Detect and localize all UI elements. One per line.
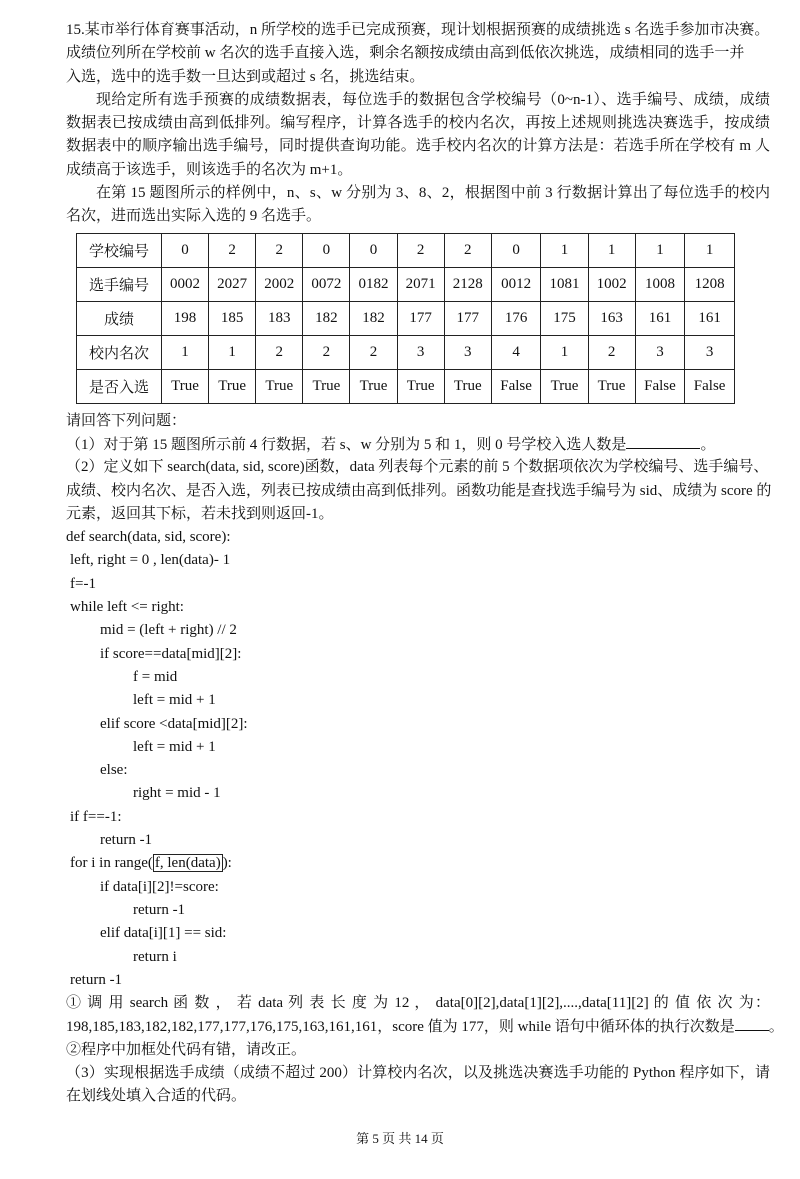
code-block-tail (66, 876, 770, 992)
sub-question-1-end: 。 (768, 1019, 784, 1036)
code-line: return -1 (133, 901, 186, 918)
intro-line: 名次，进而选出实际入选的 9 名选手。 (66, 208, 322, 225)
table-cell: 3 (685, 335, 735, 369)
table-row (77, 335, 735, 369)
table-row (77, 369, 735, 403)
table-cell: 2 (444, 233, 491, 267)
table-cell: 2 (209, 233, 256, 267)
table-cell: 2 (303, 335, 350, 369)
sample-data-table (76, 233, 735, 404)
code-line: return i (133, 948, 177, 965)
code-line: mid = (left + right) // 2 (100, 622, 237, 639)
intro-line: 15.某市举行体育赛事活动，n 所学校的选手已完成预赛，现计划根据预赛的成绩挑选 s 名选手参加市决赛。 (66, 22, 770, 38)
table-cell: 175 (541, 301, 588, 335)
table-row (77, 267, 735, 301)
table-cell: True (350, 369, 397, 403)
questions-prompt: 请回答下列问题： (66, 412, 187, 429)
sub-question-2: ②程序中加框处代码有错，请改正。 (66, 1041, 307, 1058)
table-cell: 0012 (491, 267, 541, 301)
code-line: elif data[i][1] == sid: (100, 925, 227, 942)
table-cell: 1008 (635, 267, 685, 301)
table-cell: 161 (635, 301, 685, 335)
table-cell: 1208 (685, 267, 735, 301)
row-header: 是否入选 (77, 369, 162, 403)
table-cell: 2 (256, 233, 303, 267)
code-line: f=-1 (70, 575, 96, 592)
table-cell: 0 (162, 233, 209, 267)
code-line: left = mid + 1 (133, 738, 216, 755)
table-cell: True (162, 369, 209, 403)
table-cell: 2 (588, 335, 635, 369)
table-cell: 2027 (209, 267, 256, 301)
answer-blank (735, 1015, 769, 1031)
question-1-text: （1）对于第 15 题图所示前 4 行数据，若 s、w 分别为 5 和 1，则 0 号学校入选人数是 (66, 436, 627, 453)
table-cell: 0182 (350, 267, 397, 301)
boxed-code: f, len(data) (154, 855, 221, 872)
code-text: ): (222, 855, 232, 872)
table-cell: 1002 (588, 267, 635, 301)
table-cell: 1081 (541, 267, 588, 301)
row-header: 成绩 (77, 301, 162, 335)
intro-line: 入选，选中的选手数一旦达到或超过 s 名，挑选结束。 (66, 68, 425, 85)
code-line: if score==data[mid][2]: (100, 645, 242, 662)
question-2-line: （2）定义如下 search(data, sid, score)函数，data 列表每个元素的前 5 个数据项依次为学校编号、选手编号、 (66, 459, 769, 476)
row-header: 校内名次 (77, 335, 162, 369)
table-cell: 0 (350, 233, 397, 267)
code-line: right = mid - 1 (133, 785, 221, 802)
sub-question-1-line (66, 1015, 784, 1038)
table-cell: 198 (162, 301, 209, 335)
table-cell: 0002 (162, 267, 209, 301)
intro-line: 现给定所有选手预赛的成绩数据表，每位选手的数据包含学校编号（0~n-1）、选手编号、成绩，成绩 (96, 91, 770, 108)
table-cell: 2002 (256, 267, 303, 301)
table-cell: 2 (397, 233, 444, 267)
table-cell: 182 (350, 301, 397, 335)
question-1-end: 。 (700, 436, 716, 453)
question-1 (66, 433, 770, 456)
table-cell: True (444, 369, 491, 403)
table-cell: False (491, 369, 541, 403)
code-block (66, 526, 770, 852)
table-cell: 3 (397, 335, 444, 369)
table-cell: 4 (491, 335, 541, 369)
table-cell: True (397, 369, 444, 403)
table-cell: 176 (491, 301, 541, 335)
table-cell: 177 (397, 301, 444, 335)
table-cell: 177 (444, 301, 491, 335)
table-cell: 0072 (303, 267, 350, 301)
table-cell: True (588, 369, 635, 403)
table-cell: 0 (491, 233, 541, 267)
table-cell: 2 (350, 335, 397, 369)
answer-blank (626, 433, 700, 449)
table-cell: True (541, 369, 588, 403)
table-cell: True (256, 369, 303, 403)
table-cell: 0 (303, 233, 350, 267)
table-cell: 1 (162, 335, 209, 369)
table-cell: False (685, 369, 735, 403)
table-cell: 2071 (397, 267, 444, 301)
code-line: left = mid + 1 (133, 692, 216, 709)
table-cell: 185 (209, 301, 256, 335)
table-cell: 183 (256, 301, 303, 335)
page-footer: 第 5 页 共 14 页 (356, 1131, 444, 1146)
table-cell: 1 (209, 335, 256, 369)
table-cell: 1 (685, 233, 735, 267)
intro-line: 成绩高于该选手，则该选手的名次为 m+1。 (66, 161, 353, 178)
table-row (77, 301, 735, 335)
table-cell: 1 (541, 233, 588, 267)
table-cell: False (635, 369, 685, 403)
code-line-for (66, 852, 770, 875)
code-line: while left <= right: (70, 599, 184, 616)
code-line: else: (100, 762, 128, 779)
question-page (66, 19, 784, 1109)
table-cell: 161 (685, 301, 735, 335)
table-cell: 163 (588, 301, 635, 335)
question-2-line: 元素，返回其下标，若未找到则返回-1。 (66, 505, 334, 522)
intro-line: 在第 15 题图所示的样例中，n、s、w 分别为 3、8、2，根据图中前 3 行数据计算出了每位选手的校内 (96, 185, 770, 202)
code-line: return -1 (100, 832, 153, 849)
code-text: for i in range( (70, 855, 153, 872)
code-line: return -1 (70, 971, 123, 988)
question-2-line: 成绩、校内名次、是否入选，列表已按成绩由高到低排列。函数功能是查找选手编号为 sid、成绩为 score 的 (66, 482, 772, 499)
intro-line: 数据表中的顺序输出选手编号，同时提供查询功能。选手校内名次的计算方法是：若选手所在学校有 m 人 (66, 138, 770, 155)
table-cell: 1 (541, 335, 588, 369)
intro-line: 数据表已按成绩由高到低排列。编写程序，计算各选手的校内名次，再按上述规则挑选决赛选手，按成绩 (66, 115, 770, 132)
intro-line: 成绩位列所在学校前 w 名次的选手直接入选，剩余名额按成绩由高到低依次挑选，成绩相同的选手一并 (66, 45, 745, 62)
code-line: left, right = 0 , len(data)- 1 (70, 552, 231, 569)
table-cell: 3 (635, 335, 685, 369)
code-line: if f==-1: (70, 808, 122, 825)
table-cell: True (303, 369, 350, 403)
question-3-line: （3）实现根据选手成绩（成绩不超过 200）计算校内名次，以及挑选决赛选手功能的 Python 程序如下，请 (66, 1064, 770, 1081)
table-cell: 182 (303, 301, 350, 335)
code-line: if data[i][2]!=score: (100, 878, 219, 895)
table-cell: True (209, 369, 256, 403)
table-row (77, 233, 735, 267)
table-cell: 2128 (444, 267, 491, 301)
question-3-line: 在划线处填入合适的代码。 (66, 1088, 247, 1105)
table-cell: 1 (588, 233, 635, 267)
table-cell: 3 (444, 335, 491, 369)
code-line: elif score <data[mid][2]: (100, 715, 248, 732)
row-header: 学校编号 (77, 233, 162, 267)
table-cell: 1 (635, 233, 685, 267)
sub-question-1-line: ① 调 用 search 函 数 ， 若 data 列 表 长 度 为 12 ， data[0][2],data[1][2],....,data[11][2] 的 值 依 次 为： (66, 995, 770, 1012)
table-cell: 2 (256, 335, 303, 369)
sub-question-1-text: 198,185,183,182,182,177,177,176,175,163,161,161，score 值为 177，则 while 语句中循环体的执行次数是 (66, 1019, 735, 1036)
code-line: f = mid (133, 668, 178, 685)
row-header: 选手编号 (77, 267, 162, 301)
code-line: def search(data, sid, score): (66, 529, 231, 546)
